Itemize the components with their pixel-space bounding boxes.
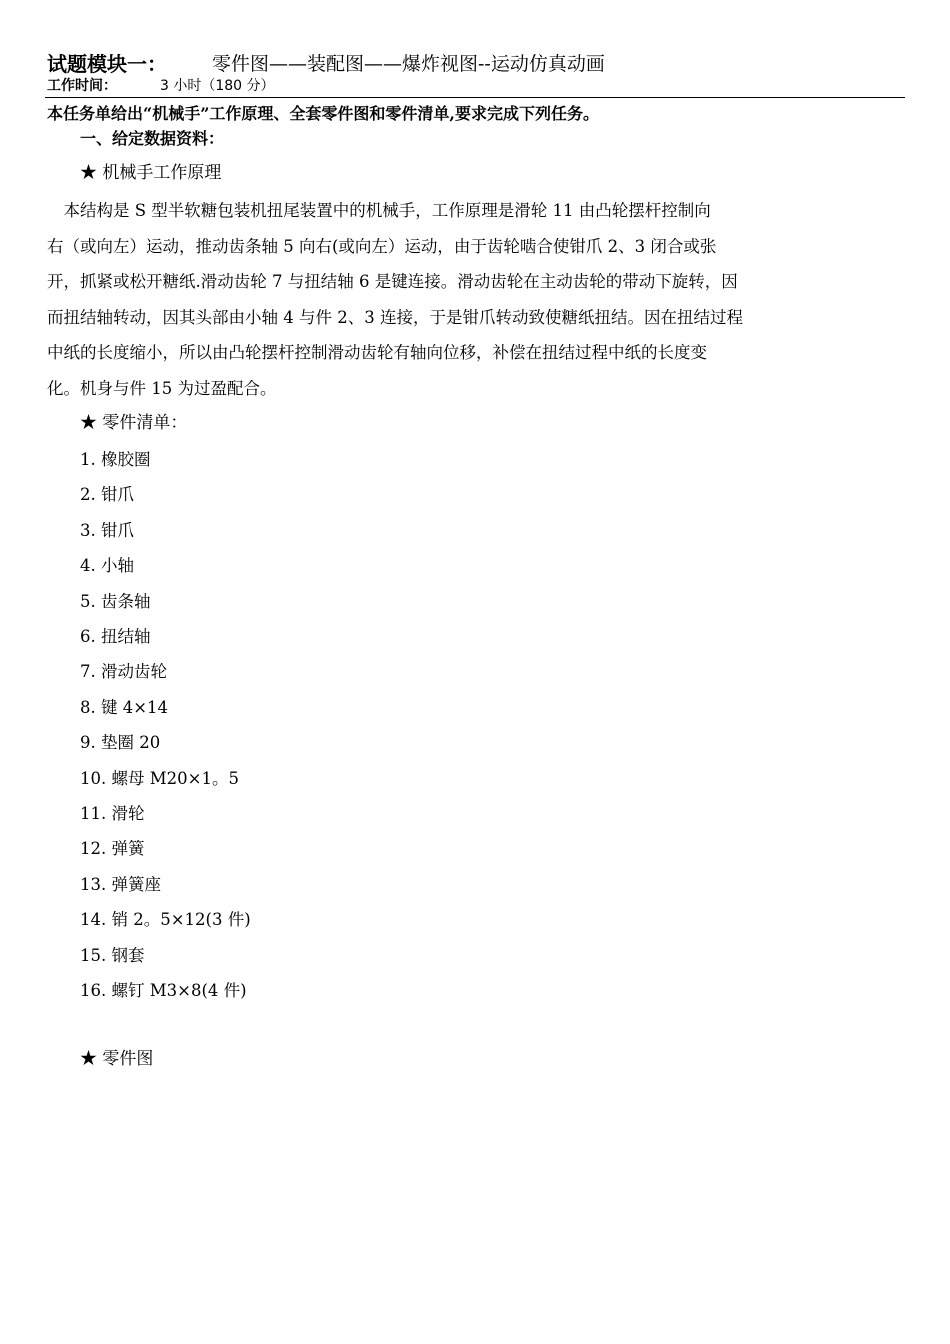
principle-heading: ★ 机械手工作原理: [80, 163, 222, 183]
work-time-value: 3 小时（180 分）: [160, 78, 275, 94]
principle-paragraph: [47, 193, 907, 406]
header-divider: [45, 97, 905, 98]
list-item: 15. 钢套: [80, 945, 145, 965]
list-item: 4. 小轴: [80, 556, 134, 576]
list-item: 14. 销 2。5×12(3 件): [80, 910, 251, 930]
section-heading: 一、给定数据资料：: [80, 129, 225, 148]
list-item: 13. 弹簧座: [80, 874, 161, 894]
list-item: 6. 扭结轴: [80, 627, 151, 647]
list-item: 7. 滑动齿轮: [80, 662, 167, 682]
list-item: 16. 螺钉 M3×8(4 件): [80, 981, 247, 1001]
principle-line: 中纸的长度缩小，所以由凸轮摆杆控制滑动齿轮有轴向位移，补偿在扭结过程中纸的长度变: [47, 343, 707, 362]
list-item: 11. 滑轮: [80, 804, 145, 824]
principle-line: 右（或向左）运动，推动齿条轴 5 向右(或向左）运动，由于齿轮啮合使钳爪 2、3 闭合或张: [47, 236, 717, 256]
principle-line: 本结构是 S 型半软糖包装机扭尾装置中的机械手，工作原理是滑轮 11 由凸轮摆杆控制向: [47, 201, 711, 220]
principle-line: 化。机身与件 15 为过盈配合。: [47, 378, 277, 398]
task-intro: 本任务单给出“机械手”工作原理、全套零件图和零件清单,要求完成下列任务。: [47, 104, 599, 123]
work-time-label: 工作时间：: [47, 78, 117, 94]
list-item: 10. 螺母 M20×1。5: [80, 768, 239, 788]
principle-line: 开，抓紧或松开糖纸.滑动齿轮 7 与扭结轴 6 是键连接。滑动齿轮在主动齿轮的带动下旋转，因: [47, 272, 738, 291]
list-item: 8. 键 4×14: [80, 697, 169, 717]
parts-list-heading: ★ 零件清单：: [80, 413, 188, 433]
list-item: 12. 弹簧: [80, 839, 145, 859]
list-item: 5. 齿条轴: [80, 591, 151, 611]
list-item: 3. 钳爪: [80, 520, 134, 540]
list-item: 1. 橡胶圈: [80, 450, 151, 469]
principle-line: 而扭结轴转动，因其头部由小轴 4 与件 2、3 连接，于是钳爪转动致使糖纸扭结。因在扭结过程: [47, 307, 743, 327]
module-title-label: 试题模块一：: [47, 52, 167, 76]
list-item: 9. 垫圈 20: [80, 733, 161, 753]
part-drawings-heading: ★ 零件图: [80, 1049, 154, 1069]
list-item: 2. 钳爪: [80, 485, 134, 505]
parts-list: [80, 442, 251, 1009]
module-title-text: 零件图——装配图——爆炸视图--运动仿真动画: [212, 53, 605, 75]
